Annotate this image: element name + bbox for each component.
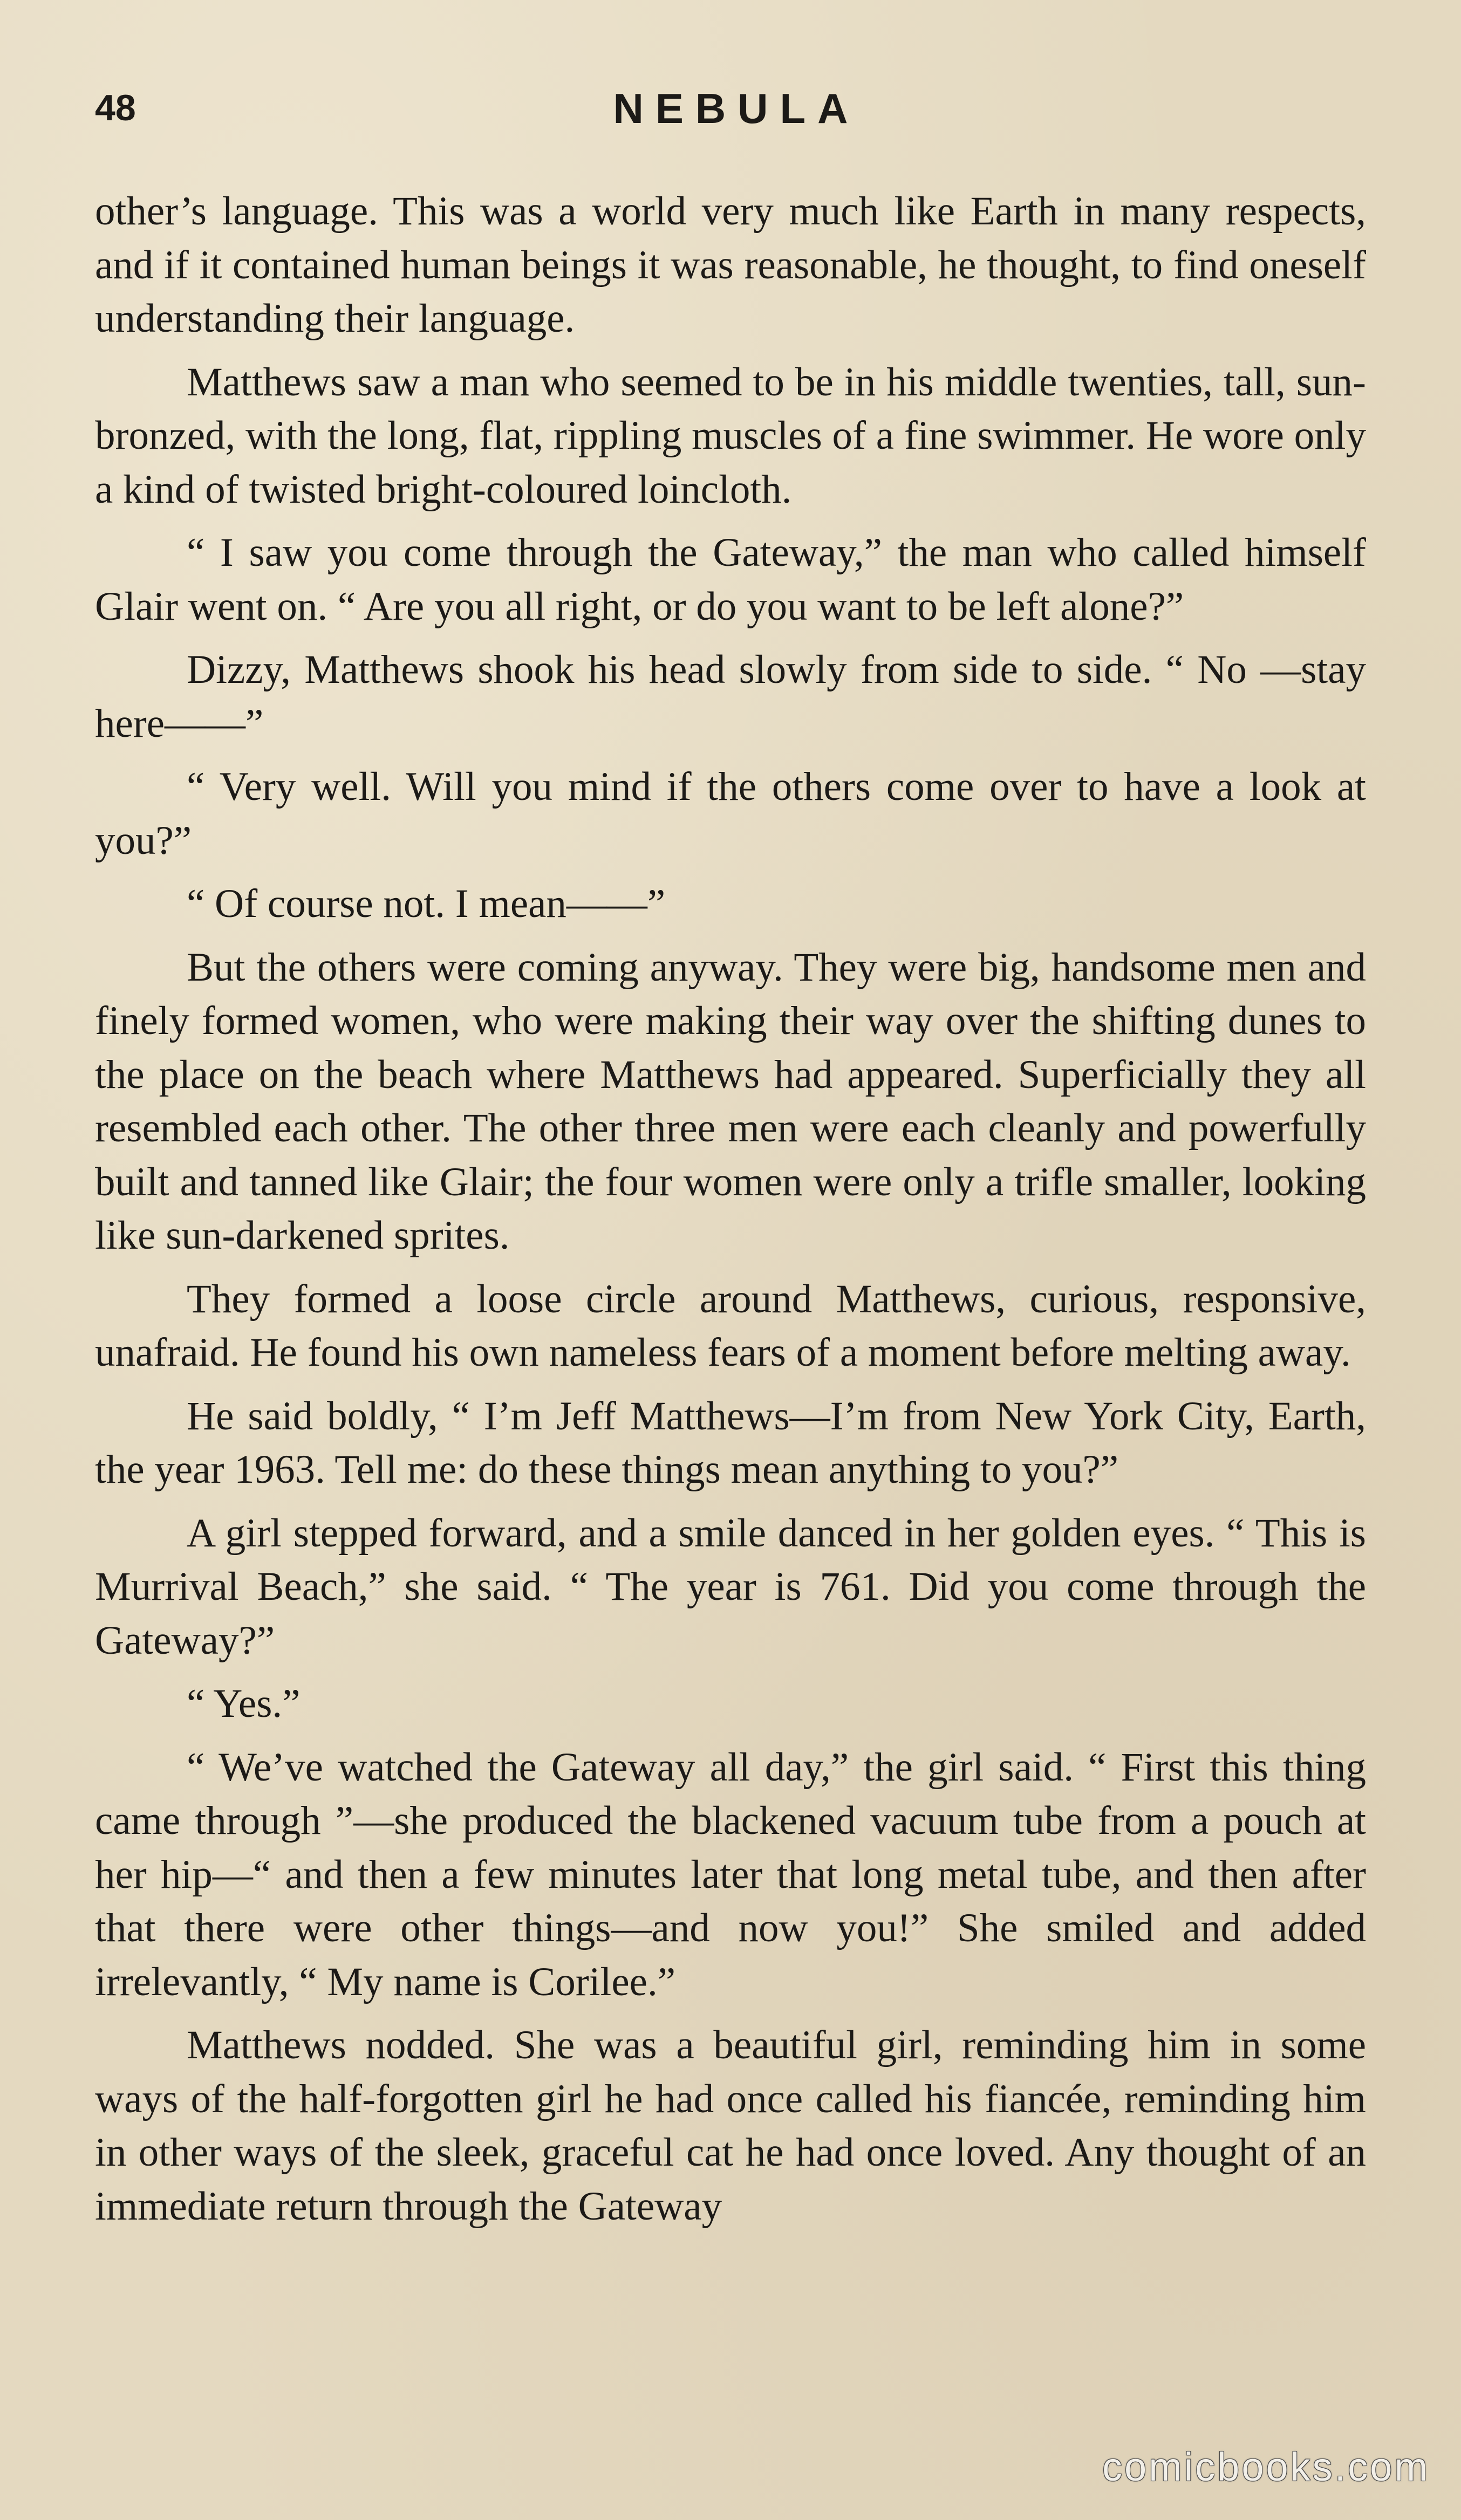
body-text bbox=[95, 184, 1366, 2243]
paragraph: “ Of course not. I mean——” bbox=[187, 881, 666, 926]
paragraph: Matthews nodded. She was a beautiful girl, reminding him in some ways of the half-forgotten girl he had once called his fiancée, reminding him in other ways of the sleek, graceful cat he had once loved. Any thought of an immediate return through the Gateway bbox=[95, 2023, 1366, 2229]
page-header bbox=[95, 81, 1366, 140]
paragraph: “ We’ve watched the Gateway all day,” the girl said. “ First this thing came through ”—she produced the blackened vacuum tube from a pouch at her hip—“ and then a few minutes later that long metal tube, and then after that there were other things—and now you!” She smiled and added irrelevantly, “ My name is Corilee.” bbox=[95, 1744, 1366, 2004]
page-number: 48 bbox=[95, 87, 136, 128]
paragraph: other’s language. This was a world very much like Earth in many respects, and if it contained human beings it was reasonable, he thought, to find oneself understanding their language. bbox=[95, 189, 1366, 341]
paragraph: “ Very well. Will you mind if the others come over to have a look at you?” bbox=[95, 764, 1366, 863]
paragraph: A girl stepped forward, and a smile danced in her golden eyes. “ This is Murrival Beach,” she said. “ The year is 761. Did you come through the Gateway?” bbox=[95, 1510, 1366, 1663]
paragraph: He said boldly, “ I’m Jeff Matthews—I’m from New York City, Earth, the year 1963. Tell me: do these things mean anything to you?” bbox=[95, 1393, 1366, 1492]
paragraph: “ Yes.” bbox=[187, 1681, 301, 1726]
paragraph: Dizzy, Matthews shook his head slowly from side to side. “ No —stay here——” bbox=[95, 647, 1366, 746]
running-head: NEBULA bbox=[613, 85, 860, 132]
paragraph: Matthews saw a man who seemed to be in his middle twenties, tall, sun-bronzed, with the long, flat, rippling muscles of a fine swimmer. He wore only a kind of twisted bright-coloured loincloth. bbox=[95, 359, 1366, 512]
paragraph: They formed a loose circle around Matthews, curious, responsive, unafraid. He found his own nameless fears of a moment before melting away. bbox=[95, 1276, 1366, 1375]
paragraph: “ I saw you come through the Gateway,” the man who called himself Glair went on. “ Are you all right, or do you want to be left alone?” bbox=[95, 530, 1366, 629]
watermark: comicbooks.com bbox=[1102, 2444, 1430, 2489]
paragraph: But the others were coming anyway. They were big, handsome men and finely formed women, who were making their way over the shifting dunes to the place on the beach where Matthews had appeared. Superficially they all resembled each other. The other three men were each cleanly and powerfully built and tanned like Glair; the four women were only a trifle smaller, looking like sun-darkened sprites. bbox=[95, 944, 1366, 1258]
